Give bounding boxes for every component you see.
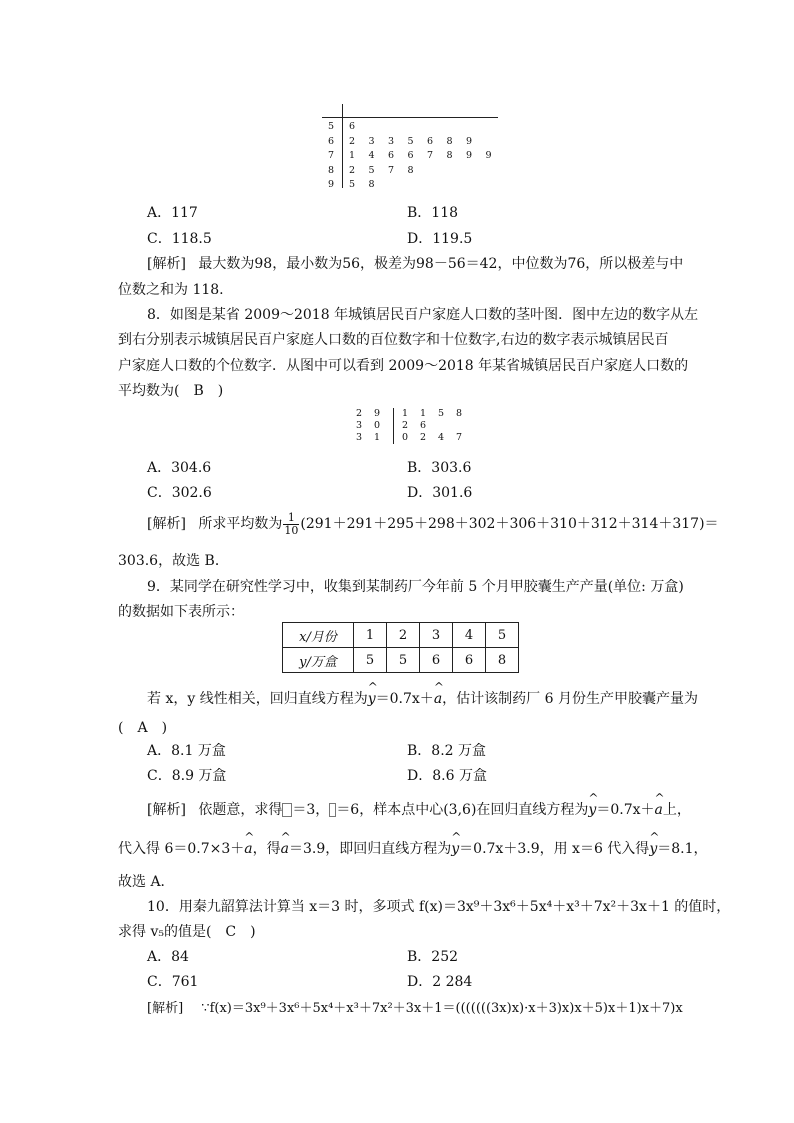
leaf-value: 6: [349, 121, 356, 132]
q7-option-b: B．118: [407, 205, 459, 221]
q7-analysis: [147, 253, 683, 273]
q10-option-d: D．2 284: [407, 974, 473, 990]
a-hat: ^ a: [281, 841, 289, 857]
leaf-value: 8: [407, 164, 414, 176]
leaf-value: 9: [485, 150, 492, 161]
q10-option-c: C．761: [147, 974, 199, 990]
leaf-value: 2: [349, 135, 356, 147]
q9-table-row-x: [283, 623, 519, 648]
analysis-tag: [解析]: [147, 256, 186, 272]
stem-digit: 9: [374, 408, 381, 419]
q7-plot-horizontal-line: [322, 117, 498, 118]
table-cell: 6: [453, 648, 486, 673]
q9-option-b: B．8.2 万盒: [407, 743, 487, 759]
table-cell: 3: [420, 623, 453, 648]
table-cell: 6: [420, 648, 453, 673]
leaf-value: 5: [407, 135, 414, 147]
q8-option-d: D．301.6: [407, 485, 473, 501]
y-hat: ^ y: [451, 841, 459, 857]
q10-question-line-1: 10．用秦九韶算法计算当 x＝3 时，多项式 f(x)＝3x⁹＋3x⁶＋5x⁴＋x³＋7x²＋3x＋1 的值时，: [147, 899, 731, 915]
q10-analysis: [147, 997, 683, 1016]
stem-digit: 3: [356, 420, 363, 431]
q10-question-line-2: 求得 v₅的值是( C ): [118, 924, 256, 940]
q9-analysis-line-2: 代入得 6＝0.7×3＋^ a，得^ a＝3.9，即回归直线方程为^ y＝0.7x＋3.9，用 x＝6 代入得^ y＝8.1，: [118, 838, 708, 858]
stem-value: 6: [328, 135, 335, 147]
q7-analysis-line-2: 位数之和为 118.: [118, 282, 224, 298]
leaf-value: 6: [427, 135, 434, 147]
a-hat: ^ a: [244, 841, 252, 857]
leaf-value: 5: [438, 408, 445, 419]
q8-analysis-sum: (291＋291＋295＋298＋302＋306＋310＋312＋314＋317)＝: [300, 516, 719, 532]
fraction-one-tenth: $\frac{1}{10}$: [284, 510, 299, 537]
q9-answer-line: ( A ): [118, 720, 168, 736]
q9-question-line-2: 的数据如下表所示：: [118, 604, 244, 620]
leaf-value: 8: [368, 179, 375, 190]
q8-question-line-4: 平均数为( B ): [118, 383, 224, 399]
leaf-value: 2: [402, 420, 409, 431]
q7-option-c: C．118.5: [147, 231, 212, 247]
stem-value: 9: [328, 179, 335, 190]
q10-analysis-text: ∵f(x)＝3x⁹＋3x⁶＋5x⁴＋x³＋7x²＋3x＋1＝(((((((3x)x)·x＋3)x)x＋5)x＋1)x＋7)x: [201, 1001, 683, 1016]
leaf-value: 6: [420, 420, 427, 431]
q8-question-line-2: 到右分别表示城镇居民百户家庭人口数的百位数字和十位数字,右边的数字表示城镇居民百: [118, 332, 669, 348]
table-cell: 5: [486, 623, 519, 648]
table-cell: 2: [387, 623, 420, 648]
q8-question-line-3: 户家庭人口数的个位数字．从图中可以看到 2009～2018 年某省城镇居民百户家庭人口数的: [118, 358, 689, 374]
stem-digit: 2: [356, 408, 363, 419]
q9-analysis-line-3: 故选 A．: [118, 874, 175, 890]
analysis-tag: [解析]: [147, 1001, 184, 1016]
stem-value: 8: [328, 164, 335, 176]
q8-question-line-1: 8．如图是某省 2009～2018 年城镇居民百户家庭人口数的茎叶图．图中左边的数字从左: [147, 307, 699, 323]
a-hat: ^ a: [655, 802, 663, 818]
q8-analysis-line-2: 303.6，故选 B．: [118, 553, 229, 569]
table-cell: 8: [486, 648, 519, 673]
leaf-value: 7: [427, 150, 434, 161]
leaf-value: 5: [368, 164, 375, 176]
q9-table-x-label: x/月份: [283, 623, 354, 648]
q9-option-a: A．8.1 万盒: [147, 743, 226, 759]
q9-statement: 若 x，y 线性相关，回归直线方程为^ y＝0.7x＋^ a，估计该制药厂 6 月份生产甲胶囊产量为: [147, 688, 698, 708]
analysis-tag: [解析]: [147, 802, 186, 818]
q8-option-b: B．303.6: [407, 460, 472, 476]
q9-question-line-1: 9．某同学在研究性学习中，收集到某制药厂今年前 5 个月甲胶囊生产产量(单位: 万盒): [147, 579, 684, 595]
q8-plot-vertical-line: [393, 408, 394, 444]
leaf-value: 6: [388, 150, 395, 161]
q9-table-y-label: y/万盒: [283, 648, 354, 673]
leaf-value: 9: [466, 150, 473, 161]
stem-digit: 3: [356, 432, 363, 443]
q7-option-d: D．119.5: [407, 231, 473, 247]
leaf-value: 2: [420, 432, 427, 443]
q8-analysis: [147, 506, 719, 542]
q10-option-a: A．84: [147, 949, 189, 965]
leaf-value: 4: [438, 432, 445, 443]
leaf-value: 7: [388, 164, 395, 176]
leaf-value: 1: [349, 150, 356, 161]
stem-value: 5: [328, 121, 335, 132]
leaf-value: 6: [407, 150, 414, 161]
q9-option-d: D．8.6 万盒: [407, 768, 487, 784]
table-cell: 5: [354, 648, 387, 673]
leaf-value: 0: [402, 432, 409, 443]
q9-table-row-y: [283, 648, 519, 673]
q8-option-a: A．304.6: [147, 460, 212, 476]
table-cell: 5: [387, 648, 420, 673]
analysis-tag: [解析]: [147, 516, 186, 532]
stem-value: 7: [328, 150, 335, 161]
leaf-value: 9: [466, 135, 473, 147]
leaf-value: 8: [456, 408, 463, 419]
leaf-value: 5: [349, 179, 356, 190]
y-hat: ^ y: [649, 841, 657, 857]
q8-option-c: C．302.6: [147, 485, 212, 501]
leaf-value: 1: [402, 408, 409, 419]
table-cell: 1: [354, 623, 387, 648]
q9-option-c: C．8.9 万盒: [147, 768, 227, 784]
y-hat: ^ y: [588, 802, 596, 818]
x-bar-symbol: [282, 803, 292, 817]
table-cell: 4: [453, 623, 486, 648]
leaf-value: 1: [420, 408, 427, 419]
leaf-value: 3: [368, 135, 375, 147]
q8-analysis-pre: 所求平均数为: [198, 516, 283, 532]
q7-analysis-text-1: 最大数为98，最小数为56，极差为98－56＝42，中位数为76，所以极差与中: [198, 256, 684, 272]
leaf-value: 8: [446, 150, 453, 161]
q10-option-b: B．252: [407, 949, 459, 965]
q9-data-table: [282, 622, 519, 673]
leaf-value: 8: [446, 135, 453, 147]
leaf-value: 4: [368, 150, 375, 161]
a-hat: ^ a: [434, 691, 442, 707]
leaf-value: 3: [388, 135, 395, 147]
stem-digit: 0: [374, 420, 381, 431]
y-hat: ^ y: [368, 691, 376, 707]
leaf-value: 2: [349, 164, 356, 176]
leaf-value: 7: [456, 432, 463, 443]
q7-option-a: A．117: [147, 205, 198, 221]
q9-analysis-line-1: [解析] 依题意，求得 ＝3， ＝6，样本点中心(3,6)在回归直线方程为^ y＝0.7x＋^ a上，: [147, 799, 691, 819]
stem-digit: 1: [374, 432, 381, 443]
